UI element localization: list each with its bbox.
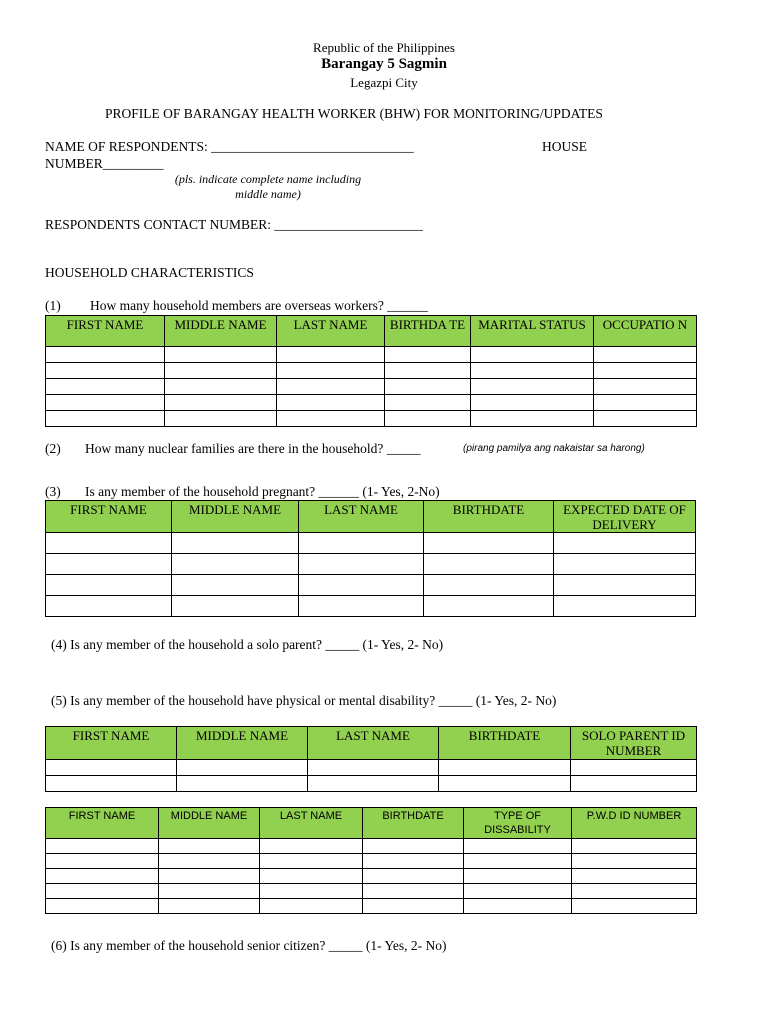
table-cell[interactable] — [471, 363, 594, 379]
table-cell[interactable] — [177, 760, 308, 776]
ofw-col-last-name: LAST NAME — [277, 316, 385, 347]
pregnant-col-middle-name: MIDDLE NAME — [172, 501, 299, 533]
table-cell[interactable] — [46, 854, 159, 869]
table-cell[interactable] — [159, 884, 260, 899]
q4-text: (4) Is any member of the household a solo parent? _____ (1- Yes, 2- No) — [51, 637, 444, 652]
table-cell[interactable] — [277, 411, 385, 427]
pregnant-col-last-name: LAST NAME — [299, 501, 424, 533]
disability-table — [45, 807, 697, 914]
table-row — [46, 363, 697, 379]
table-cell[interactable] — [159, 899, 260, 914]
table-cell[interactable] — [299, 575, 424, 596]
table-cell[interactable] — [46, 363, 165, 379]
table-cell[interactable] — [439, 760, 571, 776]
table-cell[interactable] — [554, 575, 696, 596]
pregnant-col-first-name: FIRST NAME — [46, 501, 172, 533]
table-cell[interactable] — [594, 411, 697, 427]
table-cell[interactable] — [385, 395, 471, 411]
table-cell[interactable] — [572, 854, 697, 869]
table-cell[interactable] — [46, 411, 165, 427]
table-cell[interactable] — [471, 411, 594, 427]
table-cell[interactable] — [260, 899, 363, 914]
q3-number: (3) — [45, 484, 61, 499]
table-cell[interactable] — [46, 776, 177, 792]
pwd-col-birthdate: BIRTHDATE — [363, 808, 464, 839]
form-title: PROFILE OF BARANGAY HEALTH WORKER (BHW) FOR MONITORING/UPDATES — [105, 106, 603, 121]
table-cell[interactable] — [363, 899, 464, 914]
table-cell[interactable] — [363, 839, 464, 854]
table-cell[interactable] — [554, 533, 696, 554]
solo-col-middle-name: MIDDLE NAME — [177, 727, 308, 760]
pwd-col-first-name: FIRST NAME — [46, 808, 159, 839]
house-number-field[interactable]: NUMBER_________ — [45, 156, 164, 171]
q2-number: (2) — [45, 441, 61, 456]
solo-col-first-name: FIRST NAME — [46, 727, 177, 760]
solo-col-id-number: SOLO PARENT ID NUMBER — [571, 727, 697, 760]
table-cell[interactable] — [165, 379, 277, 395]
pregnant-col-birthdate: BIRTHDATE — [424, 501, 554, 533]
table-cell[interactable] — [385, 347, 471, 363]
name-note-2: middle name) — [235, 187, 301, 201]
table-cell[interactable] — [46, 347, 165, 363]
table-cell[interactable] — [159, 854, 260, 869]
q5-text: (5) Is any member of the household have physical or mental disability? _____ (1- Yes, 2- No) — [51, 693, 557, 708]
table-cell[interactable] — [299, 596, 424, 617]
solo-col-birthdate: BIRTHDATE — [439, 727, 571, 760]
table-row — [46, 854, 697, 869]
table-row — [46, 839, 697, 854]
q1-number: (1) — [45, 298, 61, 313]
table-row — [46, 347, 697, 363]
table-cell[interactable] — [363, 854, 464, 869]
pwd-col-type-of-disability: TYPE OF DISSABILITY — [464, 808, 572, 839]
table-row — [46, 411, 697, 427]
table-cell[interactable] — [46, 554, 172, 575]
table-cell[interactable] — [46, 379, 165, 395]
table-cell[interactable] — [260, 884, 363, 899]
table-cell[interactable] — [277, 379, 385, 395]
pwd-col-middle-name: MIDDLE NAME — [159, 808, 260, 839]
table-cell[interactable] — [424, 596, 554, 617]
table-cell[interactable] — [260, 839, 363, 854]
table-cell[interactable] — [471, 347, 594, 363]
table-cell[interactable] — [165, 411, 277, 427]
table-cell[interactable] — [464, 899, 572, 914]
table-cell[interactable] — [572, 884, 697, 899]
table-cell[interactable] — [594, 363, 697, 379]
table-row — [46, 533, 696, 554]
table-cell[interactable] — [46, 899, 159, 914]
table-cell[interactable] — [308, 776, 439, 792]
table-cell[interactable] — [46, 395, 165, 411]
table-cell[interactable] — [277, 363, 385, 379]
table-cell[interactable] — [424, 533, 554, 554]
table-cell[interactable] — [172, 575, 299, 596]
table-cell[interactable] — [464, 839, 572, 854]
table-cell[interactable] — [46, 760, 177, 776]
table-row — [46, 869, 697, 884]
table-cell[interactable] — [159, 869, 260, 884]
table-cell[interactable] — [299, 533, 424, 554]
contact-number-field[interactable]: RESPONDENTS CONTACT NUMBER: ______________________ — [45, 217, 423, 232]
name-note-1: (pls. indicate complete name including — [174, 172, 362, 186]
table-row — [46, 776, 697, 792]
q6-text: (6) Is any member of the household senior citizen? _____ (1- Yes, 2- No) — [51, 938, 447, 953]
section-title: HOUSEHOLD CHARACTERISTICS — [45, 265, 254, 280]
table-cell[interactable] — [385, 363, 471, 379]
table-cell[interactable] — [554, 554, 696, 575]
table-cell[interactable] — [464, 854, 572, 869]
table-cell[interactable] — [260, 869, 363, 884]
table-cell[interactable] — [464, 869, 572, 884]
q2-text: How many nuclear families are there in the household? _____ — [85, 441, 421, 456]
table-cell[interactable] — [554, 596, 696, 617]
table-cell[interactable] — [424, 575, 554, 596]
pregnant-col-expected-delivery: EXPECTED DATE OF DELIVERY — [554, 501, 696, 533]
table-cell[interactable] — [260, 854, 363, 869]
ofw-table — [45, 315, 697, 427]
table-cell[interactable] — [439, 776, 571, 792]
ofw-col-first-name: FIRST NAME — [46, 316, 165, 347]
table-row — [46, 379, 697, 395]
table-cell[interactable] — [277, 395, 385, 411]
header-city: Legazpi City — [350, 75, 418, 90]
table-cell[interactable] — [165, 347, 277, 363]
table-row — [46, 554, 696, 575]
pwd-col-last-name: LAST NAME — [260, 808, 363, 839]
table-cell[interactable] — [46, 884, 159, 899]
table-cell[interactable] — [471, 379, 594, 395]
table-cell[interactable] — [277, 347, 385, 363]
table-cell[interactable] — [594, 395, 697, 411]
house-label: HOUSE — [542, 139, 588, 154]
table-cell[interactable] — [46, 575, 172, 596]
solo-col-last-name: LAST NAME — [308, 727, 439, 760]
table-row — [46, 884, 697, 899]
respondent-name-field[interactable]: NAME OF RESPONDENTS: ______________________________ — [45, 139, 414, 154]
table-row — [46, 899, 697, 914]
table-cell[interactable] — [172, 596, 299, 617]
table-cell[interactable] — [46, 533, 172, 554]
header-republic: Republic of the Philippines — [313, 40, 455, 55]
table-cell[interactable] — [471, 395, 594, 411]
table-row — [46, 395, 697, 411]
ofw-col-middle-name: MIDDLE NAME — [165, 316, 277, 347]
table-cell[interactable] — [165, 395, 277, 411]
table-cell[interactable] — [594, 379, 697, 395]
ofw-col-birthdate: BIRTHDA TE — [385, 316, 471, 347]
table-cell[interactable] — [572, 899, 697, 914]
solo-parent-table — [45, 726, 697, 792]
table-cell[interactable] — [363, 869, 464, 884]
table-cell[interactable] — [46, 839, 159, 854]
table-row — [46, 596, 696, 617]
table-cell[interactable] — [572, 869, 697, 884]
table-cell[interactable] — [594, 347, 697, 363]
q2-note: (pirang pamilya ang nakaistar sa harong) — [463, 443, 645, 454]
ofw-col-marital-status: MARITAL STATUS — [471, 316, 594, 347]
table-cell[interactable] — [363, 884, 464, 899]
table-cell[interactable] — [308, 760, 439, 776]
table-cell[interactable] — [464, 884, 572, 899]
table-cell[interactable] — [177, 776, 308, 792]
table-cell[interactable] — [572, 839, 697, 854]
table-cell[interactable] — [159, 839, 260, 854]
table-cell[interactable] — [424, 554, 554, 575]
table-cell[interactable] — [172, 533, 299, 554]
q1-text: How many household members are overseas workers? ______ — [90, 298, 428, 313]
table-row — [46, 760, 697, 776]
table-cell[interactable] — [165, 363, 277, 379]
q3-text: Is any member of the household pregnant? ______ (1- Yes, 2-No) — [85, 484, 440, 499]
table-cell[interactable] — [46, 869, 159, 884]
table-cell[interactable] — [299, 554, 424, 575]
table-cell[interactable] — [46, 596, 172, 617]
table-cell[interactable] — [571, 760, 697, 776]
table-cell[interactable] — [385, 411, 471, 427]
pregnant-table — [45, 500, 696, 617]
table-cell[interactable] — [571, 776, 697, 792]
ofw-col-occupation: OCCUPATIO N — [594, 316, 697, 347]
table-cell[interactable] — [172, 554, 299, 575]
pwd-col-id-number: P.W.D ID NUMBER — [572, 808, 697, 839]
header-barangay: Barangay 5 Sagmin — [321, 56, 447, 72]
table-row — [46, 575, 696, 596]
table-cell[interactable] — [385, 379, 471, 395]
